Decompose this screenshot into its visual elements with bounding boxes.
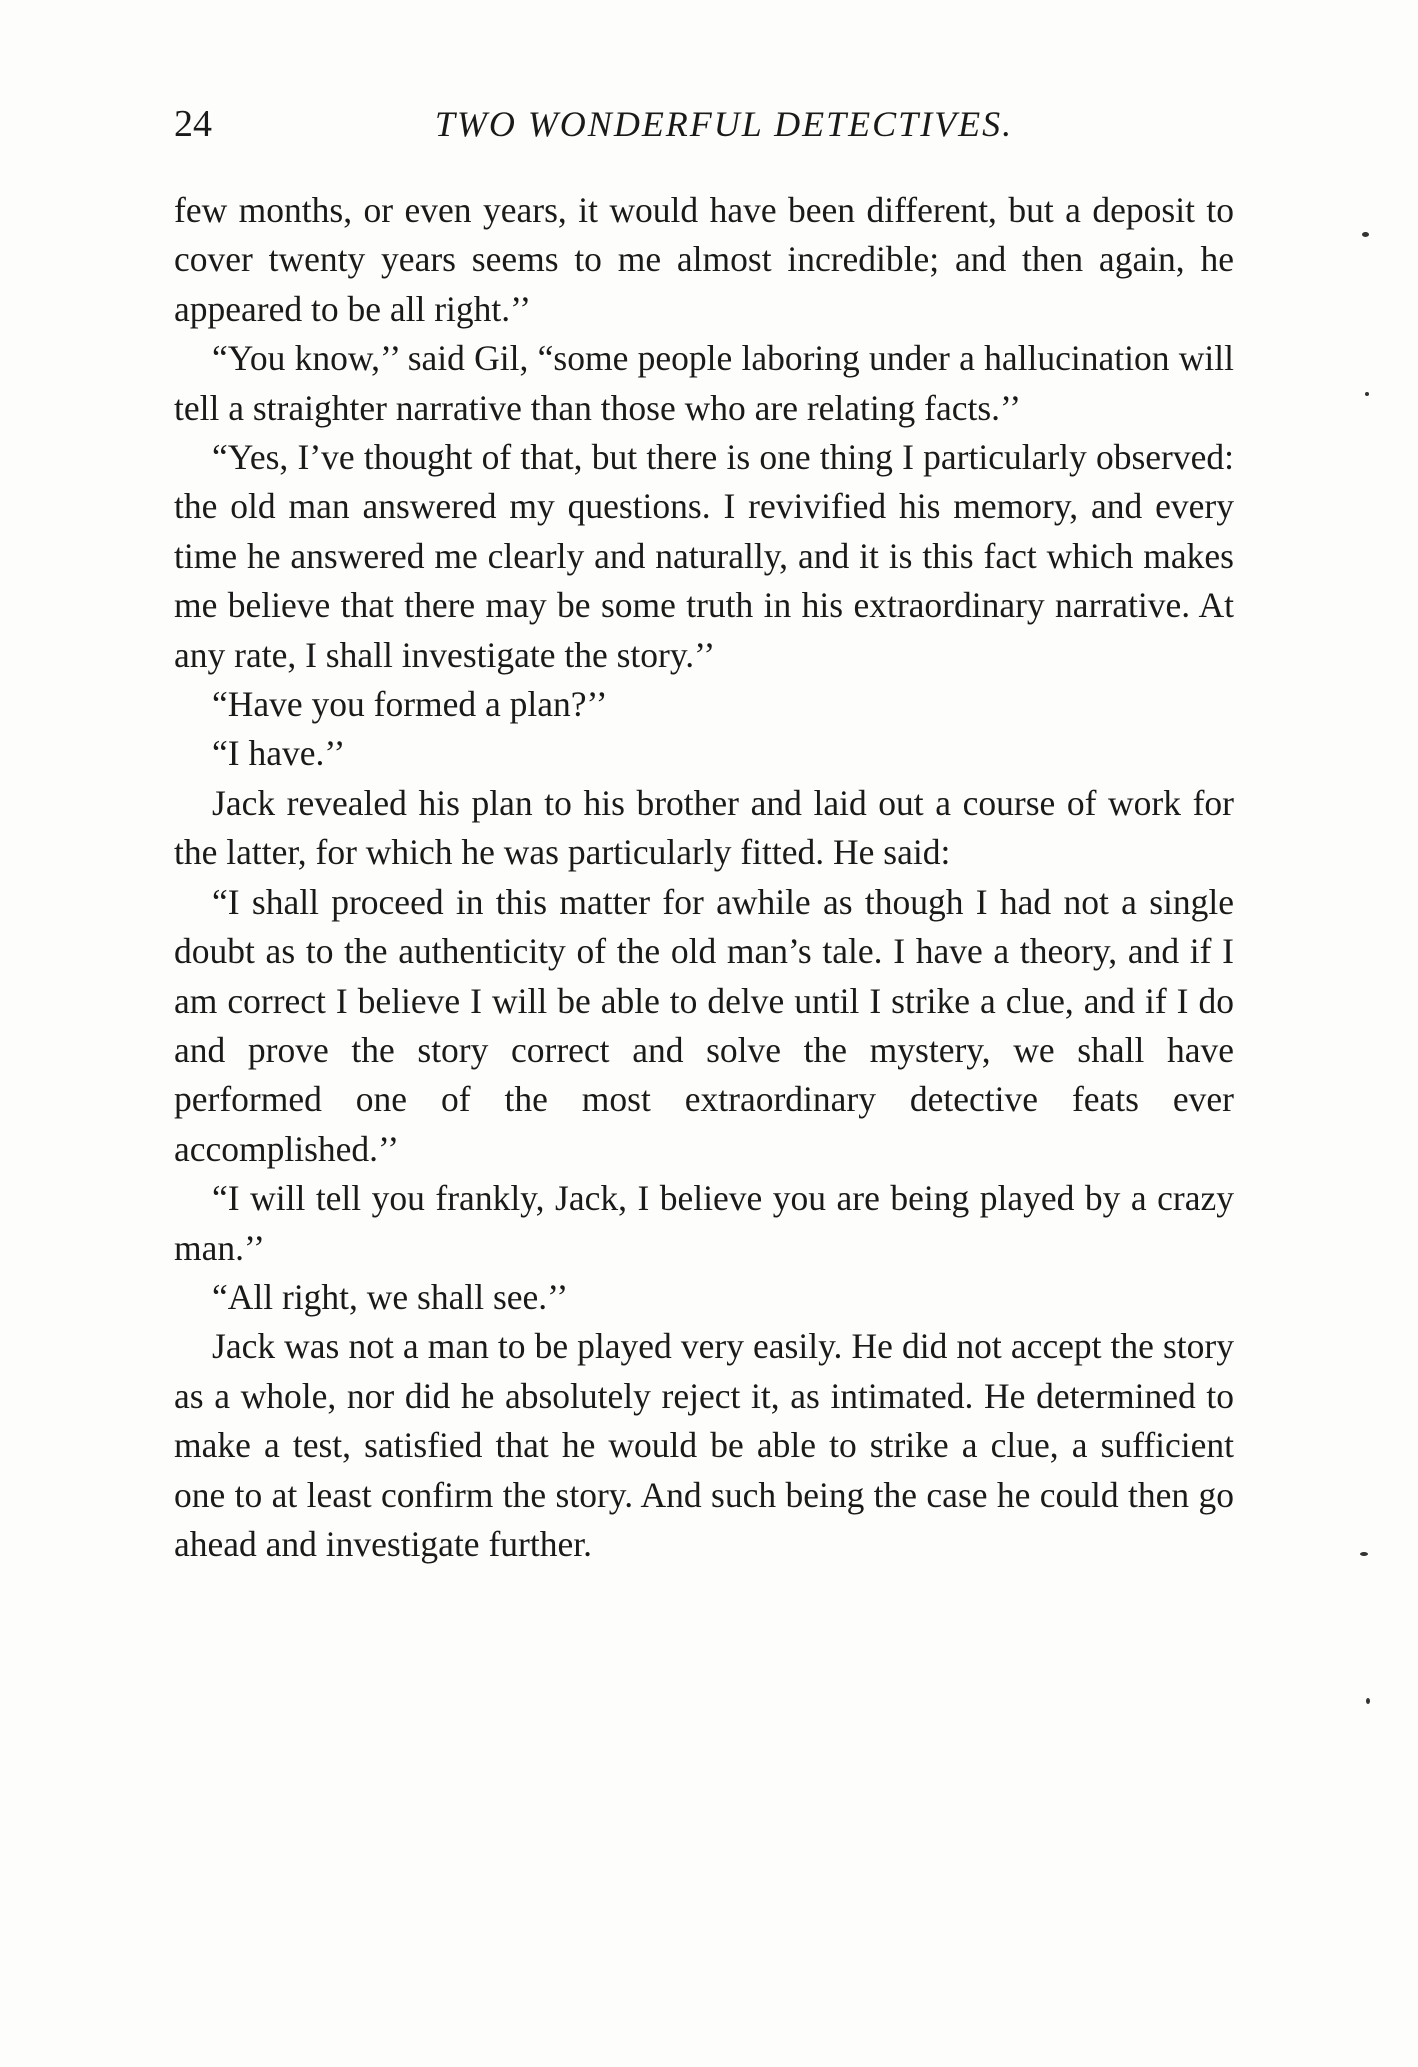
page-number: 24 [174, 103, 212, 145]
paragraph: Jack was not a man to be played very easily. He did not accept the story as a whole, nor did he absolutely reject it, as intimated. He determined to make a test, satisfied that he would be able to strike a clue, a sufficient one to at least confirm the story. And such being the case he could then go ahead and investigate further. [174, 1326, 1234, 1564]
running-title: TWO WONDERFUL DETECTIVES. [434, 104, 1014, 144]
paragraph: Jack revealed his plan to his brother and laid out a course of work for the latter, for which he was particularly fitted. He said: [174, 782, 1234, 873]
paragraph: “I have.’’ [212, 733, 346, 774]
scan-speck [1362, 232, 1369, 237]
body-text [174, 186, 1234, 1569]
paragraph: “You know,’’ said Gil, “some people laboring under a hallucination will tell a straighter narrative than those who are relating facts.’’ [174, 338, 1234, 428]
paragraph-continued: few months, or even years, it would have been different, but a deposit to cover twenty years seems to me almost incredible; and then again, he appeared to be all right.’’ [174, 190, 1234, 329]
scan-speck [1365, 392, 1369, 396]
paragraph: “All right, we shall see.’’ [212, 1276, 569, 1317]
running-head [174, 100, 1234, 148]
paragraph: “I shall proceed in this matter for awhile as though I had not a single doubt as to the authenticity of the old man’s tale. I have a theory, and if I am correct I believe I will be able to delve until I strike a clue, and if I do and prove the story correct and solve the mystery, we shall have performed one of the most extraordinary detective feats ever accomplished.’’ [174, 881, 1234, 1169]
scan-speck [1366, 1698, 1370, 1704]
paragraph: “I will tell you frankly, Jack, I believe you are being played by a crazy man.’’ [174, 1178, 1234, 1268]
paragraph: “Yes, I’ve thought of that, but there is one thing I particularly observed: the old man answered my questions. I revivified his memory, and every time he answered me clearly and naturally, and it is this fact which makes me believe that there may be some truth in his extraordinary narrative. At any rate, I shall investigate the story.’’ [174, 437, 1234, 675]
paragraph: “Have you formed a plan?’’ [212, 684, 608, 725]
scan-speck [1360, 1552, 1368, 1556]
